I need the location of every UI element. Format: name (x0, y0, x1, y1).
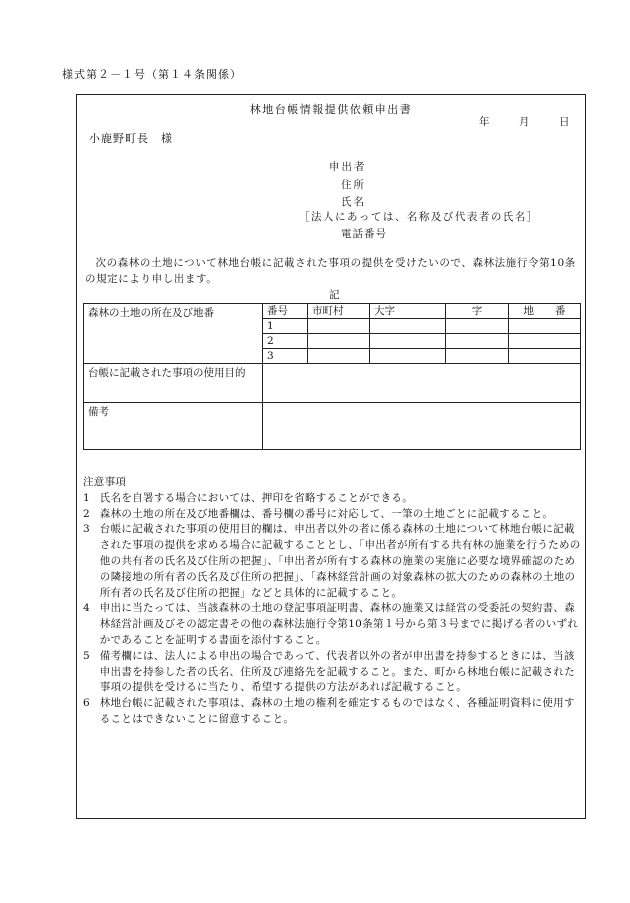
applicant-phone-label: 電話番号 (341, 228, 387, 240)
header-aza: 字 (446, 304, 509, 319)
remarks-row (84, 403, 581, 450)
applicant-name-label: 氏名 (341, 196, 366, 208)
note-item (83, 649, 583, 696)
note-number: 1 (83, 491, 90, 504)
notes-heading: 注意事項 (83, 476, 127, 488)
land-table (83, 303, 581, 450)
remarks-field[interactable] (263, 403, 581, 450)
lot-number-cell[interactable] (509, 319, 581, 334)
ki-label: 記 (329, 289, 340, 301)
row-number: 3 (263, 349, 308, 364)
purpose-field[interactable] (263, 364, 581, 403)
note-text: 森林の土地の所在及び地番欄は、番号欄の番号に対応して、一筆の土地ごとに記載すること。 (99, 507, 554, 520)
date-year-label: 年 (479, 116, 490, 128)
header-number: 番号 (263, 304, 308, 319)
intro-text: 次の森林の土地について林地台帳に記載された事項の提供を受けたいので、森林法施行令第10条の規定により申し出ます。 (85, 257, 576, 285)
aza-cell[interactable] (446, 334, 509, 349)
municipality-cell[interactable] (308, 349, 370, 364)
municipality-cell[interactable] (308, 319, 370, 334)
note-item (83, 507, 583, 523)
header-lot-number: 地 番 (509, 304, 581, 319)
note-text: 備考欄には、法人による申出の場合であって、代表者以外の者が申出書を持参するときには、当該申出書を持参した者の氏名、住所及び連絡先を記載すること。また、町から林地台帳に記載された事項の提供を受けるに当たり、希望する提供の方法があれば記載すること。 (99, 649, 575, 694)
note-text: 台帳に記載された事項の使用目的欄は、申出者以外の者に係る森林の土地について林地台帳に記載された事項の提供を求める場合に記載することとし、「申出者が所有する共有林の施業を行うための他の共有者の氏名及び住所の把握」、「申出者が所有する森林の施業の実施に必要な境界確認のための隣接地の所有者の氏名及び住所の把握」、「森林経営計画の対象森林の拡大のための森林の土地の所有者の氏名及び住所の把握」などと具体的に記載すること。 (99, 523, 581, 599)
form-code: 様式第２－１号（第１４条関係） (62, 68, 242, 81)
aza-cell[interactable] (446, 349, 509, 364)
table-header-row (84, 304, 581, 319)
header-oaza: 大字 (370, 304, 446, 319)
purpose-label: 台帳に記載された事項の使用目的 (84, 364, 263, 403)
applicant-label: 申出者 (329, 161, 367, 173)
aza-cell[interactable] (446, 319, 509, 334)
applicant-address-label: 住所 (341, 179, 366, 191)
note-text: 申出に当たっては、当該森林の土地の登記事項証明書、森林の施業又は経営の受委託の契約書、森林経営計画及びその認定書その他の森林法施行令第10条第１号から第３号までに掲げる者のいずれかであることを証明する書面を添付すること。 (99, 602, 579, 646)
lot-number-cell[interactable] (509, 349, 581, 364)
header-municipality: 市町村 (308, 304, 370, 319)
note-number: 5 (83, 649, 90, 662)
lot-number-cell[interactable] (509, 334, 581, 349)
note-number: 6 (83, 697, 90, 710)
municipality-cell[interactable] (308, 334, 370, 349)
row-number: 1 (263, 319, 308, 334)
note-number: 4 (83, 602, 90, 615)
note-text: 林地台帳に記載された事項は、森林の土地の権利を確定するものではなく、各種証明資料に使用することはできないことに留意すること。 (99, 697, 575, 725)
note-number: 2 (83, 507, 90, 520)
date-month-label: 月 (519, 116, 530, 128)
addressee: 小鹿野町長 様 (89, 132, 173, 145)
note-item (83, 696, 583, 728)
applicant-corp-note: ［法人にあっては、名称及び代表者の氏名］ (299, 211, 539, 223)
oaza-cell[interactable] (370, 319, 446, 334)
notes-section (83, 475, 583, 728)
note-item (83, 522, 583, 601)
note-number: 3 (83, 523, 90, 536)
land-location-label: 森林の土地の所在及び地番 (84, 304, 263, 364)
oaza-cell[interactable] (370, 334, 446, 349)
date-day-label: 日 (559, 116, 570, 128)
note-item (83, 601, 583, 648)
row-number: 2 (263, 334, 308, 349)
form-title: 林地台帳情報提供依頼申出書 (249, 103, 413, 116)
purpose-row (84, 364, 581, 403)
note-text: 氏名を自署する場合においては、押印を省略することができる。 (99, 491, 413, 504)
note-item (83, 491, 583, 507)
remarks-label: 備考 (84, 403, 263, 450)
oaza-cell[interactable] (370, 349, 446, 364)
form-frame (76, 94, 586, 819)
